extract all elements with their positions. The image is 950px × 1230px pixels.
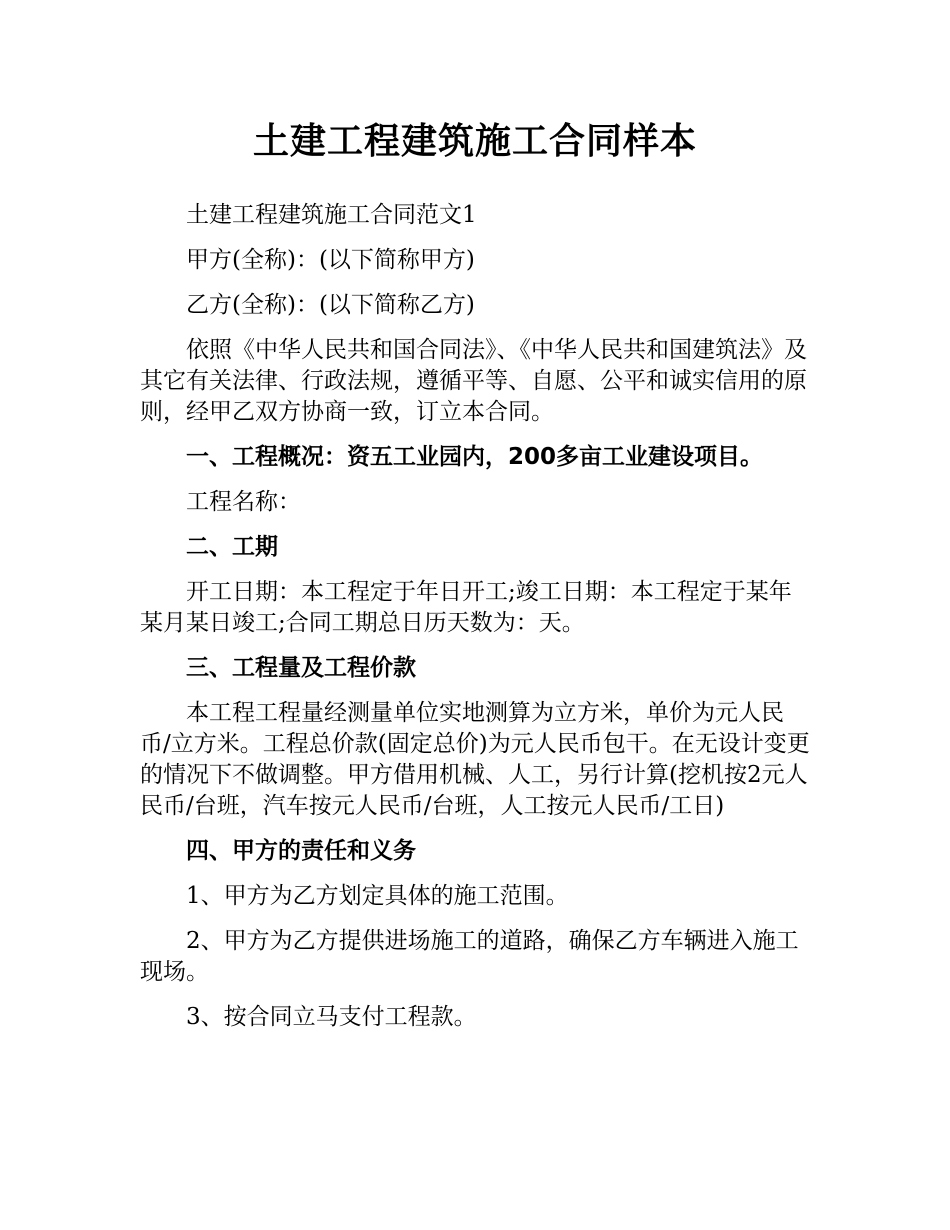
section-heading-party-a-duties: 四、甲方的责任和义务	[186, 838, 416, 864]
document-title: 土建工程建筑施工合同样本	[252, 121, 697, 162]
paragraph-quantity-price: 本工程工程量经测量单位实地测算为立方米，单价为元人民币/立方米。工程总价款(固定总价)为元人民币包干。在无设计变更的情况下不做调整。甲方借用机械、人工，另行计算(挖机按2元人民币/台班，汽车按元人民币/台班，人工按元人民币/工日)	[140, 700, 810, 819]
list-item-duty-2: 2、甲方为乙方提供进场施工的道路，确保乙方车辆进入施工现场。	[140, 928, 799, 985]
paragraph-contract-sample-heading: 土建工程建筑施工合同范文1	[186, 202, 477, 228]
section-heading-schedule: 二、工期	[186, 534, 278, 560]
section-heading-quantity-price: 三、工程量及工程价款	[186, 655, 416, 681]
list-item-duty-1: 1、甲方为乙方划定具体的施工范围。	[186, 883, 569, 909]
paragraph-project-name: 工程名称：	[186, 489, 301, 515]
document-body	[140, 200, 812, 1047]
paragraph-party-a: 甲方(全称)：(以下简称甲方)	[186, 247, 475, 273]
list-item-duty-3: 3、按合同立马支付工程款。	[186, 1004, 477, 1030]
paragraph-schedule-dates: 开工日期：本工程定于年日开工;竣工日期：本工程定于某年某月某日竣工;合同工期总日历天数为：天。	[140, 579, 792, 636]
paragraph-legal-basis: 依照《中华人民共和国合同法》、《中华人民共和国建筑法》及其它有关法律、行政法规，遵循平等、自愿、公平和诚实信用的原则，经甲乙双方协商一致，订立本合同。	[140, 337, 807, 425]
paragraph-party-b: 乙方(全称)：(以下简称乙方)	[186, 292, 475, 318]
section-heading-project-overview: 一、工程概况：资五工业园内，200多亩工业建设项目。	[186, 444, 764, 470]
